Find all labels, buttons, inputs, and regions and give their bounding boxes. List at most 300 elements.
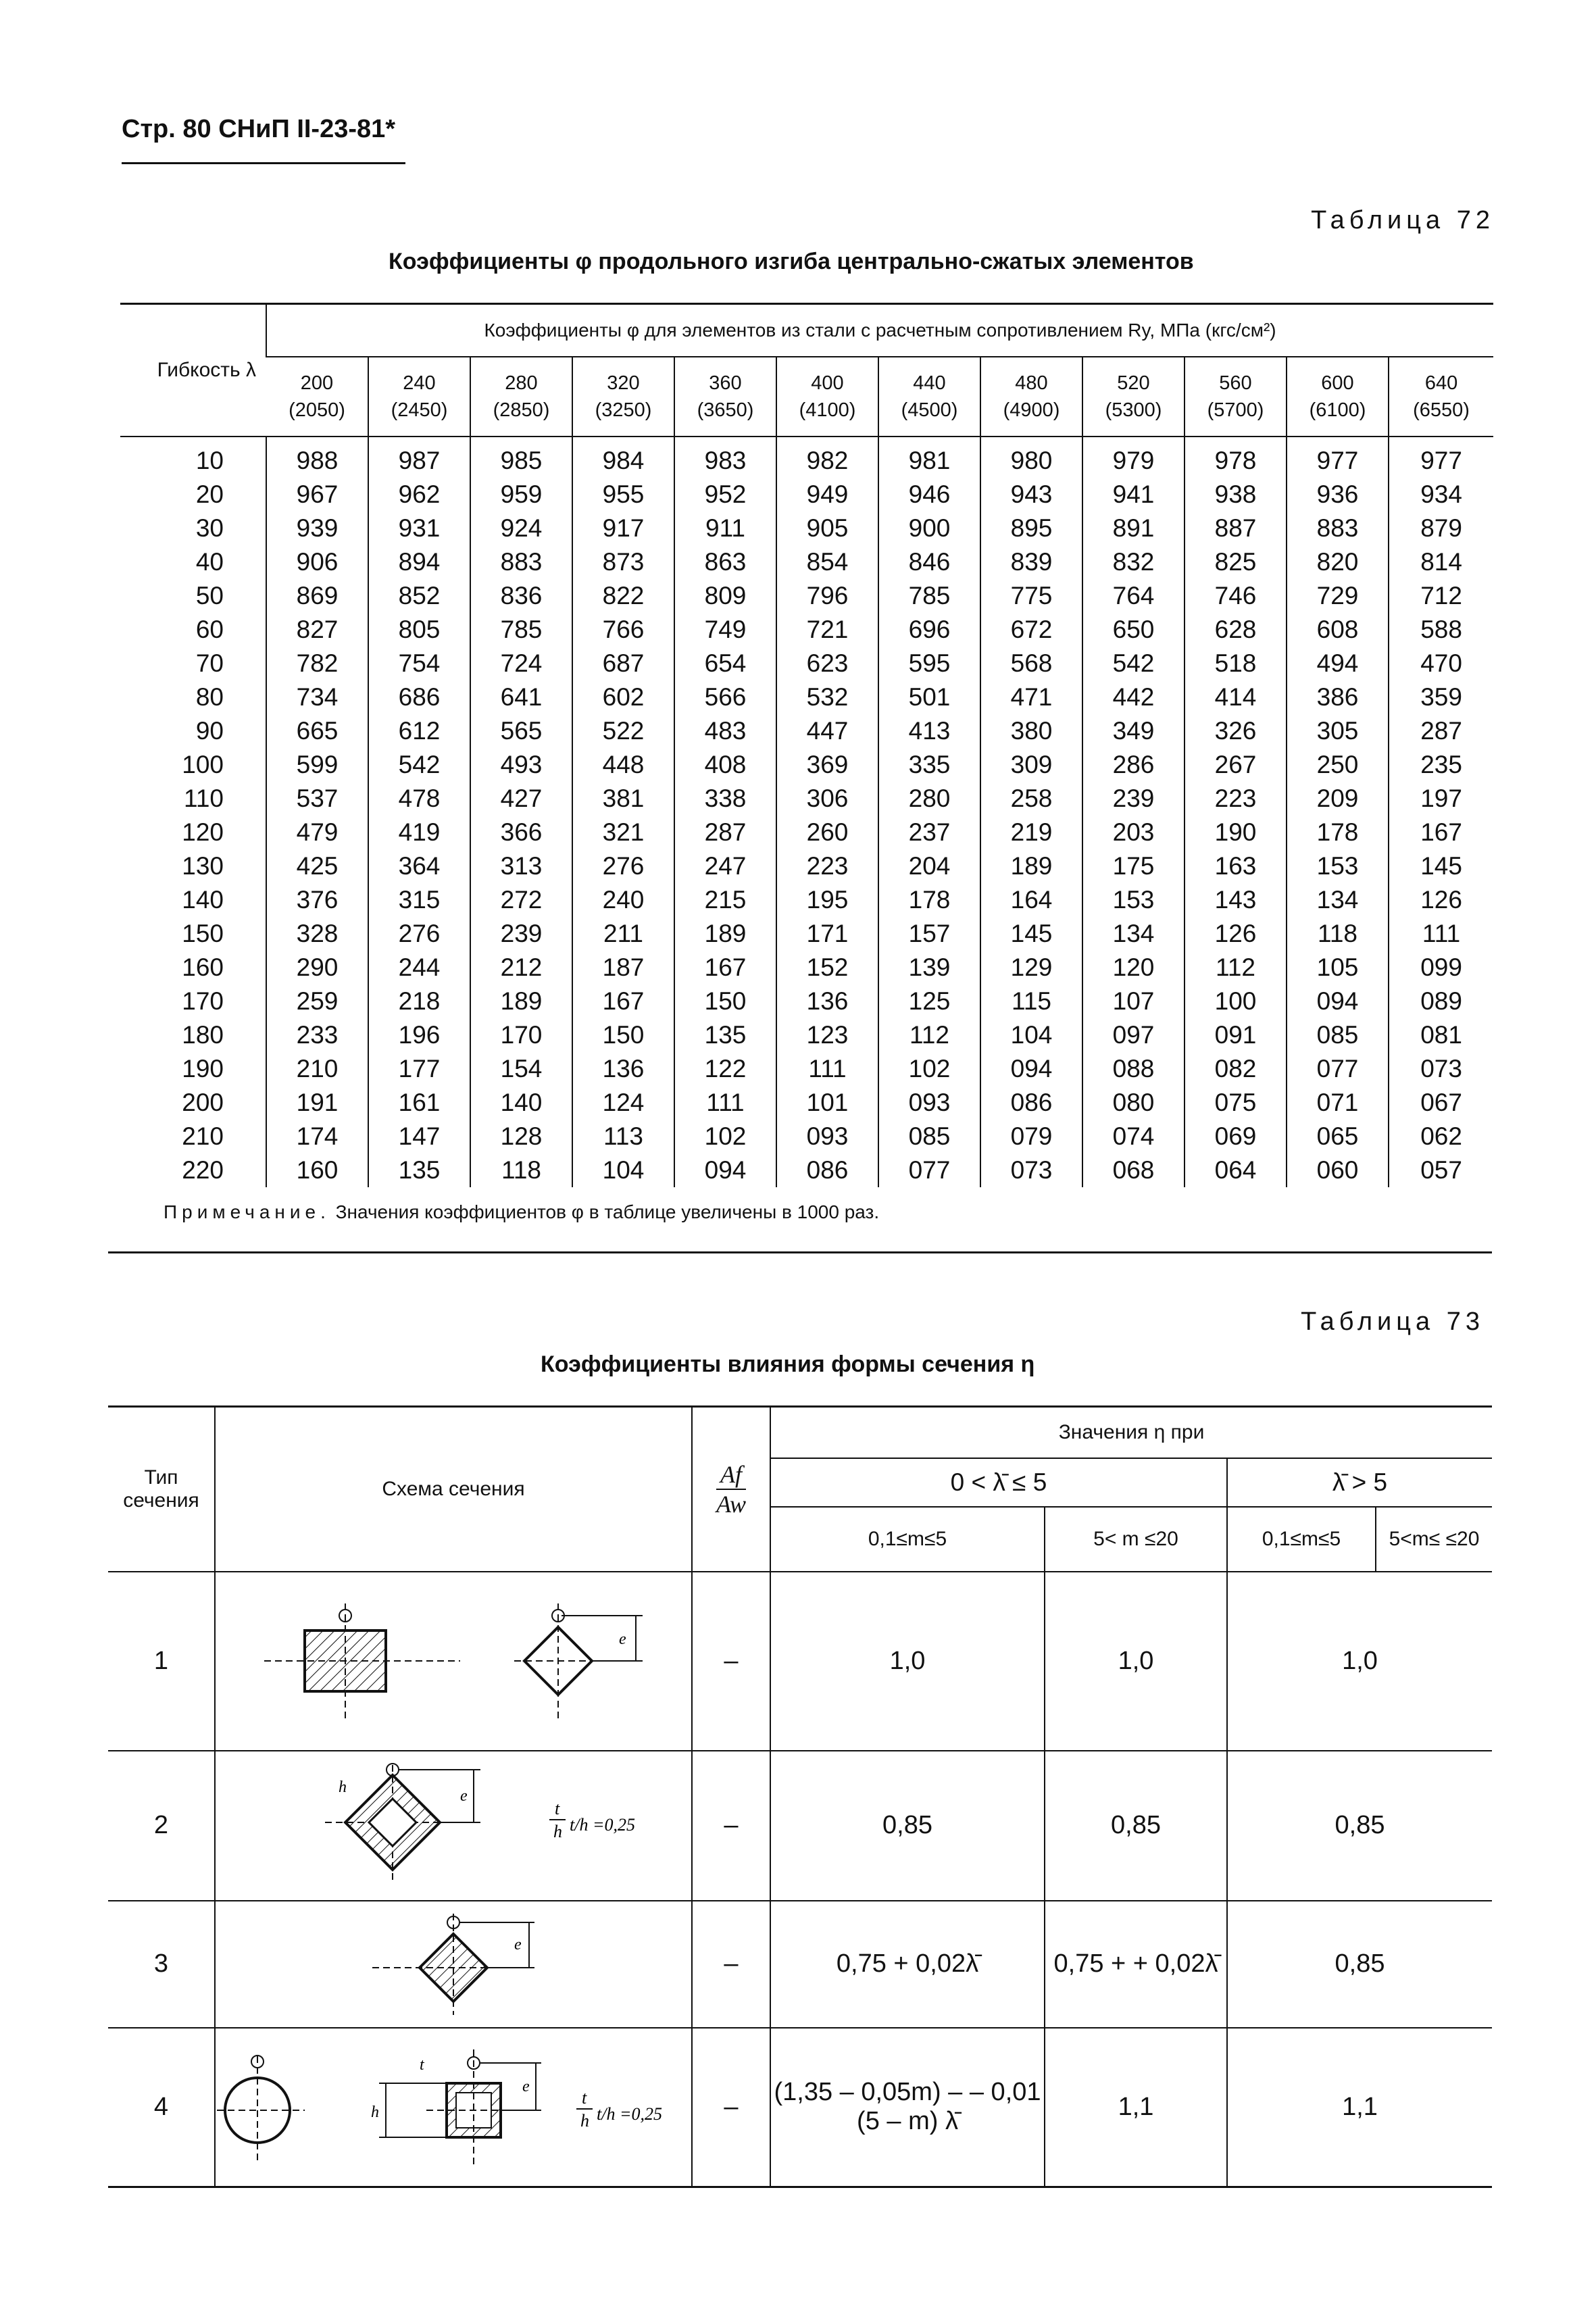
coefficient-cell: 099	[1389, 951, 1493, 985]
coefficient-cell: 080	[1082, 1086, 1184, 1120]
coefficient-cell: 178	[878, 883, 980, 917]
coefficient-cell: 796	[776, 579, 878, 613]
table73-values-header: Значения η при	[770, 1407, 1492, 1458]
coefficient-cell: 174	[266, 1120, 368, 1153]
svg-text:t: t	[582, 2088, 587, 2108]
coefficient-cell: 235	[1389, 748, 1493, 782]
coefficient-cell: 425	[266, 849, 368, 883]
coefficient-cell: 978	[1184, 437, 1287, 478]
coefficient-cell: 650	[1082, 613, 1184, 647]
table72-group-header: Коэффициенты φ для элементов из стали с расчетным сопротивлением Ry, МПа (кгс/см²)	[266, 304, 1493, 357]
coefficient-cell: 854	[776, 545, 878, 579]
coefficient-cell: 724	[470, 647, 572, 680]
coefficient-cell: 588	[1389, 613, 1493, 647]
coefficient-cell: 211	[572, 917, 674, 951]
coefficient-cell: 414	[1184, 680, 1287, 714]
coefficient-cell: 623	[776, 647, 878, 680]
coefficient-cell: 364	[368, 849, 470, 883]
svg-text:h: h	[553, 1821, 562, 1841]
table72-row	[120, 613, 1493, 647]
type-cell: 2	[108, 1751, 215, 1901]
table72-row	[120, 748, 1493, 782]
coefficient-cell: 599	[266, 748, 368, 782]
coefficient-cell: 335	[878, 748, 980, 782]
coefficient-cell: 982	[776, 437, 878, 478]
coefficient-cell: 161	[368, 1086, 470, 1120]
coefficient-cell: 153	[1082, 883, 1184, 917]
slenderness-cell: 120	[182, 818, 224, 846]
svg-text:e: e	[460, 1787, 468, 1805]
coefficient-cell: 686	[368, 680, 470, 714]
table72-row	[120, 545, 1493, 579]
table73-ratio-header	[692, 1407, 770, 1572]
value-cell: 1,1	[1227, 2028, 1492, 2187]
svg-text:h: h	[339, 1778, 347, 1796]
coefficient-cell: 696	[878, 613, 980, 647]
coefficient-cell: 247	[674, 849, 776, 883]
table73-row	[108, 2028, 1492, 2187]
coefficient-cell: 085	[878, 1120, 980, 1153]
ratio-denominator: Aw	[716, 1490, 746, 1518]
value-cell: 1,0	[1045, 1572, 1227, 1751]
t-over-h-label: t/h =0,25	[597, 2104, 662, 2124]
diagram-rect-and-rhombus-icon	[237, 1590, 670, 1725]
coefficient-cell: 305	[1287, 714, 1389, 748]
table73-scheme-header: Схема сечения	[215, 1407, 692, 1572]
col-mpa: 480	[1015, 372, 1048, 394]
coefficient-cell: 077	[878, 1153, 980, 1187]
table72-row	[120, 1052, 1493, 1086]
svg-text:t: t	[555, 1798, 560, 1818]
coefficient-cell: 595	[878, 647, 980, 680]
table72-title: Коэффициенты φ продольного изгиба центрально-сжатых элементов	[389, 249, 1194, 274]
coefficient-cell: 164	[980, 883, 1082, 917]
table72-row	[120, 1018, 1493, 1052]
table73-type-header: Тип сечения	[108, 1407, 215, 1572]
coefficient-cell: 170	[470, 1018, 572, 1052]
slenderness-cell: 90	[195, 717, 224, 745]
table72-row	[120, 437, 1493, 478]
coefficient-cell: 126	[1184, 917, 1287, 951]
coefficient-cell: 822	[572, 579, 674, 613]
slenderness-cell: 70	[195, 649, 224, 677]
slenderness-cell: 20	[195, 480, 224, 508]
slenderness-cell: 10	[195, 447, 224, 474]
coefficient-cell: 979	[1082, 437, 1184, 478]
table72-row	[120, 951, 1493, 985]
coefficient-cell: 883	[1287, 512, 1389, 545]
coefficient-cell: 427	[470, 782, 572, 816]
table72-label: Таблица 72	[1311, 206, 1495, 234]
coefficient-cell: 785	[878, 579, 980, 613]
coefficient-cell: 150	[674, 985, 776, 1018]
type-cell: 4	[108, 2028, 215, 2187]
coefficient-cell: 118	[1287, 917, 1389, 951]
table73-title: Коэффициенты влияния формы сечения η	[541, 1351, 1035, 1377]
coefficient-cell: 654	[674, 647, 776, 680]
coefficient-cell: 093	[776, 1120, 878, 1153]
coefficient-cell: 068	[1082, 1153, 1184, 1187]
slenderness-cell: 60	[195, 616, 224, 643]
coefficient-cell: 276	[368, 917, 470, 951]
table72-row	[120, 478, 1493, 512]
coefficient-cell: 139	[878, 951, 980, 985]
coefficient-cell: 175	[1082, 849, 1184, 883]
coefficient-cell: 873	[572, 545, 674, 579]
col-mpa: 440	[913, 372, 946, 394]
coefficient-cell: 107	[1082, 985, 1184, 1018]
table72-col-header	[470, 357, 572, 437]
ratio-cell: –	[692, 2028, 770, 2187]
ratio-numerator: Af	[716, 1460, 746, 1490]
coefficient-cell: 147	[368, 1120, 470, 1153]
coefficient-cell: 239	[1082, 782, 1184, 816]
table72-row	[120, 680, 1493, 714]
col-mpa: 280	[505, 372, 538, 394]
table72-row	[120, 1120, 1493, 1153]
coefficient-cell: 887	[1184, 512, 1287, 545]
coefficient-cell: 911	[674, 512, 776, 545]
coefficient-cell: 419	[368, 816, 470, 849]
coefficient-cell: 967	[266, 478, 368, 512]
coefficient-cell: 764	[1082, 579, 1184, 613]
table72-row	[120, 1153, 1493, 1187]
coefficient-cell: 869	[266, 579, 368, 613]
coefficient-cell: 408	[674, 748, 776, 782]
coefficient-cell: 349	[1082, 714, 1184, 748]
table73-sub2-header: 5< m ≤20	[1045, 1507, 1227, 1572]
note-text: Значения коэффициентов φ в таблице увеличены в 1000 раз.	[335, 1201, 880, 1222]
coefficient-cell: 091	[1184, 1018, 1287, 1052]
coefficient-cell: 218	[368, 985, 470, 1018]
col-kgs: (3650)	[697, 399, 754, 421]
coefficient-cell: 196	[368, 1018, 470, 1052]
coefficient-cell: 754	[368, 647, 470, 680]
coefficient-cell: 641	[470, 680, 572, 714]
value-cell: 0,85	[1227, 1751, 1492, 1901]
coefficient-cell: 094	[980, 1052, 1082, 1086]
table72-col-header	[1184, 357, 1287, 437]
coefficient-cell: 287	[674, 816, 776, 849]
section-divider	[108, 1251, 1492, 1253]
coefficient-cell: 102	[674, 1120, 776, 1153]
coefficient-cell: 135	[674, 1018, 776, 1052]
value-cell: 1,1	[1045, 2028, 1227, 2187]
coefficient-cell: 073	[980, 1153, 1082, 1187]
coefficient-cell: 177	[368, 1052, 470, 1086]
coefficient-cell: 338	[674, 782, 776, 816]
coefficient-cell: 962	[368, 478, 470, 512]
coefficient-cell: 195	[776, 883, 878, 917]
table72-row	[120, 579, 1493, 613]
table72-row	[120, 1086, 1493, 1120]
coefficient-cell: 608	[1287, 613, 1389, 647]
ratio-cell: –	[692, 1572, 770, 1751]
coefficient-cell: 832	[1082, 545, 1184, 579]
svg-text:t: t	[420, 2056, 424, 2074]
svg-text:h: h	[580, 2111, 589, 2131]
table72-row	[120, 816, 1493, 849]
coefficient-cell: 057	[1389, 1153, 1493, 1187]
coefficient-cell: 825	[1184, 545, 1287, 579]
coefficient-cell: 943	[980, 478, 1082, 512]
coefficient-cell: 537	[266, 782, 368, 816]
coefficient-cell: 085	[1287, 1018, 1389, 1052]
coefficient-cell: 938	[1184, 478, 1287, 512]
table72-col-header	[980, 357, 1082, 437]
coefficient-cell: 984	[572, 437, 674, 478]
type-cell: 1	[108, 1572, 215, 1751]
coefficient-cell: 134	[1082, 917, 1184, 951]
coefficient-cell: 134	[1287, 883, 1389, 917]
slenderness-cell: 190	[182, 1055, 224, 1082]
coefficient-cell: 286	[1082, 748, 1184, 782]
coefficient-cell: 189	[980, 849, 1082, 883]
coefficient-cell: 191	[266, 1086, 368, 1120]
col-kgs: (6100)	[1309, 399, 1366, 421]
col-mpa: 240	[403, 372, 436, 394]
coefficient-cell: 067	[1389, 1086, 1493, 1120]
coefficient-cell: 977	[1389, 437, 1493, 478]
table72-col-header	[1082, 357, 1184, 437]
col-mpa: 560	[1219, 372, 1252, 394]
coefficient-cell: 259	[266, 985, 368, 1018]
coefficient-cell: 276	[572, 849, 674, 883]
coefficient-cell: 136	[776, 985, 878, 1018]
section-diagram-3	[215, 1901, 692, 2028]
coefficient-cell: 190	[1184, 816, 1287, 849]
coefficient-cell: 413	[878, 714, 980, 748]
ratio-cell: –	[692, 1751, 770, 1901]
value-cell: 0,85	[770, 1751, 1045, 1901]
coefficient-cell: 145	[1389, 849, 1493, 883]
coefficient-cell: 766	[572, 613, 674, 647]
ratio-cell: –	[692, 1901, 770, 2028]
coefficient-cell: 934	[1389, 478, 1493, 512]
coefficient-cell: 250	[1287, 748, 1389, 782]
coefficient-cell: 153	[1287, 849, 1389, 883]
coefficient-cell: 122	[674, 1052, 776, 1086]
value-cell: 0,85	[1227, 1901, 1492, 2028]
coefficient-cell: 219	[980, 816, 1082, 849]
coefficient-cell: 977	[1287, 437, 1389, 478]
table72-note	[164, 1201, 879, 1223]
coefficient-cell: 522	[572, 714, 674, 748]
coefficient-cell: 111	[674, 1086, 776, 1120]
table72	[120, 303, 1493, 1187]
coefficient-cell: 125	[878, 985, 980, 1018]
coefficient-cell: 988	[266, 437, 368, 478]
table72-row	[120, 849, 1493, 883]
table73-range1-header: 0 < λ̄ ≤ 5	[770, 1458, 1227, 1507]
t-over-h-label: t/h =0,25	[570, 1814, 635, 1835]
coefficient-cell: 097	[1082, 1018, 1184, 1052]
value-cell: (1,35 – 0,05m) – – 0,01 (5 – m) λ̄	[770, 2028, 1045, 2187]
col-mpa: 520	[1117, 372, 1150, 394]
coefficient-cell: 959	[470, 478, 572, 512]
col-kgs: (2450)	[391, 399, 448, 421]
value-cell: 1,0	[1227, 1572, 1492, 1751]
table72-row	[120, 985, 1493, 1018]
coefficient-cell: 987	[368, 437, 470, 478]
table72-corner-header: Гибкость λ	[120, 304, 266, 437]
coefficient-cell: 518	[1184, 647, 1287, 680]
slenderness-cell: 150	[182, 920, 224, 947]
coefficient-cell: 094	[674, 1153, 776, 1187]
coefficient-cell: 366	[470, 816, 572, 849]
coefficient-cell: 749	[674, 613, 776, 647]
coefficient-cell: 309	[980, 748, 1082, 782]
coefficient-cell: 939	[266, 512, 368, 545]
section-diagram-4	[215, 2028, 692, 2187]
coefficient-cell: 566	[674, 680, 776, 714]
table73-range2-header: λ̄ > 5	[1227, 1458, 1492, 1507]
coefficient-cell: 104	[980, 1018, 1082, 1052]
coefficient-cell: 152	[776, 951, 878, 985]
coefficient-cell: 981	[878, 437, 980, 478]
coefficient-cell: 479	[266, 816, 368, 849]
coefficient-cell: 150	[572, 1018, 674, 1052]
section-diagram-2	[215, 1751, 692, 1901]
coefficient-cell: 470	[1389, 647, 1493, 680]
table73-row	[108, 1572, 1492, 1751]
coefficient-cell: 171	[776, 917, 878, 951]
svg-text:h: h	[371, 2104, 379, 2122]
diagram-tube-and-box-icon	[217, 2036, 690, 2171]
coefficient-cell: 721	[776, 613, 878, 647]
coefficient-cell: 189	[674, 917, 776, 951]
col-kgs: (5300)	[1105, 399, 1162, 421]
coefficient-cell: 115	[980, 985, 1082, 1018]
coefficient-cell: 380	[980, 714, 1082, 748]
diagram-hollow-rhombus-icon	[237, 1755, 670, 1890]
coefficient-cell: 212	[470, 951, 572, 985]
coefficient-cell: 272	[470, 883, 572, 917]
coefficient-cell: 852	[368, 579, 470, 613]
coefficient-cell: 814	[1389, 545, 1493, 579]
table73-sub4-header: 5<m≤ ≤20	[1376, 1507, 1492, 1572]
coefficient-cell: 237	[878, 816, 980, 849]
section-diagram-1	[215, 1572, 692, 1751]
coefficient-cell: 359	[1389, 680, 1493, 714]
slenderness-cell: 170	[182, 987, 224, 1015]
coefficient-cell: 136	[572, 1052, 674, 1086]
slenderness-cell: 220	[182, 1156, 224, 1184]
coefficient-cell: 946	[878, 478, 980, 512]
coefficient-cell: 143	[1184, 883, 1287, 917]
coefficient-cell: 082	[1184, 1052, 1287, 1086]
col-mpa: 600	[1321, 372, 1354, 394]
coefficient-cell: 210	[266, 1052, 368, 1086]
coefficient-cell: 900	[878, 512, 980, 545]
slenderness-cell: 80	[195, 683, 224, 711]
coefficient-cell: 126	[1389, 883, 1493, 917]
coefficient-cell: 075	[1184, 1086, 1287, 1120]
coefficient-cell: 086	[980, 1086, 1082, 1120]
coefficient-cell: 746	[1184, 579, 1287, 613]
coefficient-cell: 863	[674, 545, 776, 579]
coefficient-cell: 315	[368, 883, 470, 917]
coefficient-cell: 077	[1287, 1052, 1389, 1086]
coefficient-cell: 124	[572, 1086, 674, 1120]
coefficient-cell: 093	[878, 1086, 980, 1120]
coefficient-cell: 775	[980, 579, 1082, 613]
coefficient-cell: 672	[980, 613, 1082, 647]
coefficient-cell: 501	[878, 680, 980, 714]
coefficient-cell: 071	[1287, 1086, 1389, 1120]
coefficient-cell: 287	[1389, 714, 1493, 748]
slenderness-cell: 110	[184, 785, 224, 812]
slenderness-cell: 130	[182, 852, 224, 880]
col-kgs: (3250)	[595, 399, 652, 421]
coefficient-cell: 258	[980, 782, 1082, 816]
coefficient-cell: 602	[572, 680, 674, 714]
coefficient-cell: 060	[1287, 1153, 1389, 1187]
coefficient-cell: 952	[674, 478, 776, 512]
coefficient-cell: 074	[1082, 1120, 1184, 1153]
coefficient-cell: 167	[1389, 816, 1493, 849]
coefficient-cell: 328	[266, 917, 368, 951]
coefficient-cell: 113	[572, 1120, 674, 1153]
col-mpa: 200	[300, 372, 334, 394]
slenderness-cell: 100	[182, 751, 224, 778]
coefficient-cell: 203	[1082, 816, 1184, 849]
coefficient-cell: 101	[776, 1086, 878, 1120]
coefficient-cell: 094	[1287, 985, 1389, 1018]
col-kgs: (6550)	[1413, 399, 1470, 421]
table73-sub3-header: 0,1≤m≤5	[1227, 1507, 1376, 1572]
col-kgs: (2050)	[289, 399, 345, 421]
coefficient-cell: 568	[980, 647, 1082, 680]
coefficient-cell: 805	[368, 613, 470, 647]
coefficient-cell: 883	[470, 545, 572, 579]
header-rule	[122, 162, 405, 164]
coefficient-cell: 665	[266, 714, 368, 748]
table73-row	[108, 1901, 1492, 2028]
slenderness-cell: 140	[182, 886, 224, 914]
coefficient-cell: 223	[776, 849, 878, 883]
coefficient-cell: 086	[776, 1153, 878, 1187]
coefficient-cell: 111	[1389, 917, 1493, 951]
table73-label: Таблица 73	[1301, 1308, 1485, 1336]
coefficient-cell: 532	[776, 680, 878, 714]
table72-col-header	[368, 357, 470, 437]
coefficient-cell: 782	[266, 647, 368, 680]
coefficient-cell: 118	[470, 1153, 572, 1187]
coefficient-cell: 879	[1389, 512, 1493, 545]
coefficient-cell: 197	[1389, 782, 1493, 816]
slenderness-cell: 40	[195, 548, 224, 576]
coefficient-cell: 064	[1184, 1153, 1287, 1187]
coefficient-cell: 135	[368, 1153, 470, 1187]
svg-text:e: e	[522, 2078, 530, 2096]
slenderness-cell: 210	[182, 1122, 224, 1150]
coefficient-cell: 442	[1082, 680, 1184, 714]
coefficient-cell: 102	[878, 1052, 980, 1086]
value-cell: 1,0	[770, 1572, 1045, 1751]
coefficient-cell: 628	[1184, 613, 1287, 647]
coefficient-cell: 120	[1082, 951, 1184, 985]
coefficient-cell: 941	[1082, 478, 1184, 512]
coefficient-cell: 386	[1287, 680, 1389, 714]
slenderness-cell: 30	[195, 514, 224, 542]
slenderness-cell: 180	[182, 1021, 224, 1049]
col-kgs: (5700)	[1207, 399, 1264, 421]
table72-col-header	[572, 357, 674, 437]
coefficient-cell: 836	[470, 579, 572, 613]
coefficient-cell: 157	[878, 917, 980, 951]
coefficient-cell: 160	[266, 1153, 368, 1187]
